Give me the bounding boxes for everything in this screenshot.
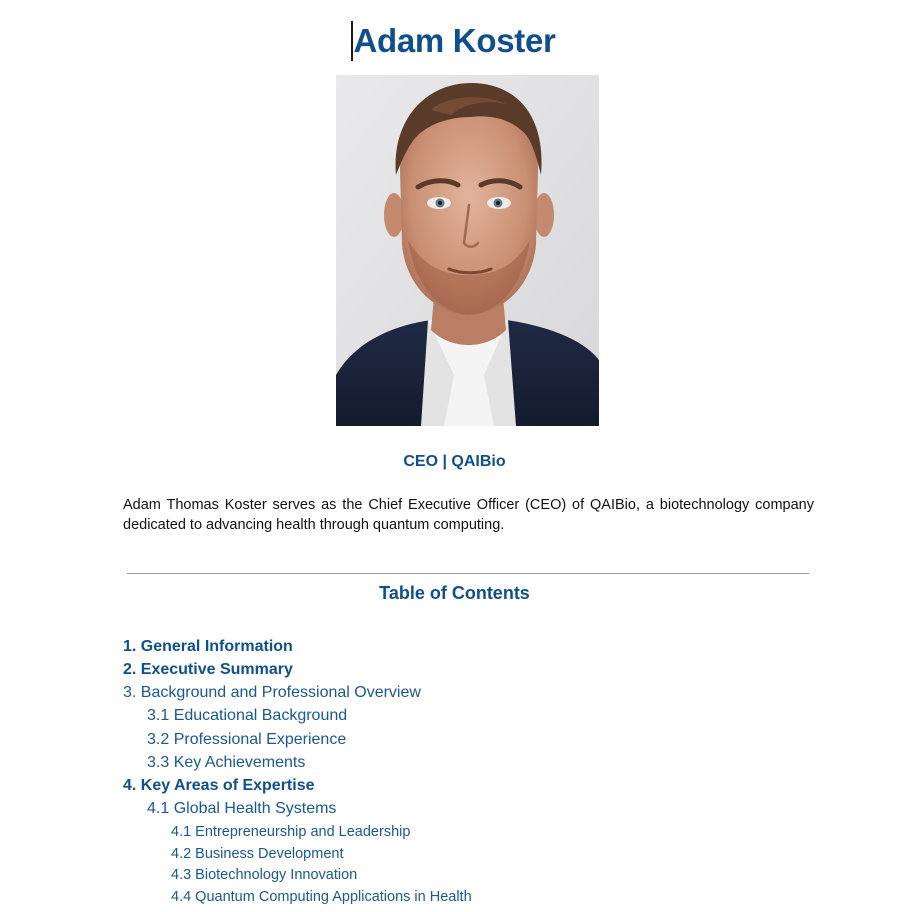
text-cursor [351,21,353,61]
toc-link-professional-experience[interactable]: 3.2 Professional Experience [147,731,347,748]
document-title[interactable] [353,18,555,64]
toc-link-educational-background[interactable]: 3.1 Educational Background [147,707,348,724]
toc-link-background[interactable]: 3. Background and Professional Overview [123,684,421,701]
title-container [0,18,909,64]
toc-link-executive-summary[interactable]: 2. Executive Summary [123,661,293,678]
document-title-text: Adam Koster [353,22,556,59]
toc-link-global-health[interactable]: 4.1 Global Health Systems [147,800,337,817]
toc-link-general-information[interactable]: 1. General Information [123,638,293,655]
toc-link-key-achievements[interactable]: 3.3 Key Achievements [147,754,306,771]
portrait-photo[interactable] [336,75,599,426]
role-subtitle: CEO | QAIBio [403,453,506,470]
toc-link-entrepreneurship[interactable]: 4.1 Entrepreneurship and Leadership [171,824,411,840]
toc-link-key-areas[interactable]: 4. Key Areas of Expertise [123,777,315,794]
toc-link-biotechnology-innovation[interactable]: 4.3 Biotechnology Innovation [171,867,358,883]
toc-link-quantum-computing[interactable]: 4.4 Quantum Computing Applications in Health [171,889,472,905]
portrait-illustration [336,75,599,426]
toc-link-business-development[interactable]: 4.2 Business Development [171,846,344,862]
toc-heading: Table of Contents [379,583,530,603]
section-divider [127,573,809,574]
bio-paragraph: Adam Thomas Koster serves as the Chief Executive Officer (CEO) of QAIBio, a biotechnology company dedicated to advancing health through quantum computing. [123,497,814,533]
